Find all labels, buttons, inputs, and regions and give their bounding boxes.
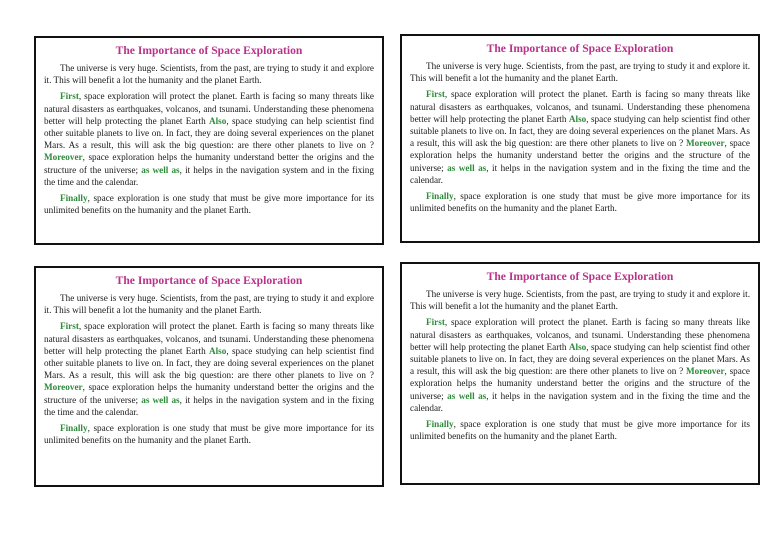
connector-first: First bbox=[60, 91, 79, 102]
connector-first: First bbox=[60, 321, 79, 332]
conclusion-paragraph bbox=[44, 192, 374, 216]
intro-paragraph: The universe is very huge. Scientists, from the past, are trying to study it and explore it. This will benefit a lot the humanity and the planet Earth. bbox=[410, 61, 750, 84]
intro-paragraph: The universe is very huge. Scientists, from the past, are trying to study it and explore it. This will benefit a lot the humanity and the planet Earth. bbox=[44, 63, 374, 86]
connector-moreover: Moreover bbox=[685, 138, 725, 149]
body-text: , it helps in the navigation system and in the fixing the time and the calendar. bbox=[44, 394, 374, 417]
body-text: , space exploration will protect the planet. Earth is facing so many threats like natural disasters as earthquakes, volcanos, and tsunami. Understanding these phenomena better will help protecting the planet Earth bbox=[410, 317, 750, 352]
connector-finally: Finally bbox=[426, 191, 454, 202]
conclusion-paragraph bbox=[410, 418, 750, 442]
body-text: , space studying can help scientist find other suitable planets to live on. In fact, they are doing several experiences on the planet Mars. As a result, this will ask the big question: are there other planets to live on ? bbox=[44, 345, 375, 381]
conclusion-paragraph bbox=[44, 422, 374, 446]
essay-card-bottom-left bbox=[34, 266, 384, 487]
body-text: , it helps in the navigation system and in the fixing the time and the calendar. bbox=[410, 390, 750, 413]
body-text: , space studying can help scientist find other suitable planets to live on. In fact, they are doing several experiences on the planet Mars. As a result, this will ask the big question: are there other planets to live on ? bbox=[44, 115, 375, 151]
connector-finally: Finally bbox=[60, 423, 88, 434]
connector-finally: Finally bbox=[60, 193, 88, 204]
connector-finally: Finally bbox=[426, 419, 454, 430]
body-paragraph bbox=[44, 320, 374, 418]
connector-as-well-as: as well as bbox=[447, 390, 487, 401]
essay-title: The Importance of Space Exploration bbox=[115, 274, 303, 287]
essay-card-bottom-right bbox=[400, 262, 760, 485]
connector-as-well-as: as well as bbox=[141, 164, 180, 175]
connector-also: Also bbox=[568, 113, 587, 124]
body-text: , space exploration is one study that must be give more importance for its unlimited benefits on the humanity and the planet Earth. bbox=[410, 419, 750, 442]
connector-as-well-as: as well as bbox=[447, 162, 487, 173]
connector-moreover: Moreover bbox=[44, 382, 83, 393]
intro-paragraph: The universe is very huge. Scientists, from the past, are trying to study it and explore it. This will benefit a lot the humanity and the planet Earth. bbox=[410, 289, 750, 312]
connector-first: First bbox=[426, 317, 445, 328]
body-text: , space exploration helps the humanity understand better the origins and the structure of the universe; bbox=[410, 138, 750, 173]
body-text: , space exploration is one study that must be give more importance for its unlimited benefits on the humanity and the planet Earth. bbox=[410, 191, 750, 214]
connector-as-well-as: as well as bbox=[141, 394, 180, 405]
body-text: , space studying can help scientist find other suitable planets to live on. In fact, they are doing several experiences on the planet Mars. As a result, this will ask the big question: are there other planets to live on ? bbox=[410, 341, 750, 377]
body-text: , space exploration is one study that must be give more importance for its unlimited benefits on the humanity and the planet Earth. bbox=[44, 193, 374, 216]
connector-first: First bbox=[426, 89, 445, 100]
body-text: , space exploration will protect the planet. Earth is facing so many threats like natural disasters as earthquakes, volcanos, and tsunami. Understanding these phenomena better will help protecting the planet Earth bbox=[44, 321, 374, 356]
connector-also: Also bbox=[208, 345, 227, 356]
body-text: , it helps in the navigation system and in the fixing the time and the calendar. bbox=[410, 162, 750, 185]
intro-paragraph: The universe is very huge. Scientists, from the past, are trying to study it and explore it. This will benefit a lot the humanity and the planet Earth. bbox=[44, 293, 374, 316]
body-text: , space studying can help scientist find other suitable planets to live on. In fact, they are doing several experiences on the planet Mars. As a result, this will ask the big question: are there other planets to live on ? bbox=[410, 113, 750, 149]
body-text: , space exploration will protect the planet. Earth is facing so many threats like natural disasters as earthquakes, volcanos, and tsunami. Understanding these phenomena better will help protecting the planet Earth bbox=[410, 89, 750, 124]
connector-moreover: Moreover bbox=[44, 152, 83, 163]
body-paragraph bbox=[410, 88, 750, 186]
essay-card-top-left bbox=[34, 36, 384, 245]
essay-title: The Importance of Space Exploration bbox=[115, 44, 303, 57]
essay-title: The Importance of Space Exploration bbox=[486, 270, 674, 283]
body-text: , space exploration helps the humanity understand better the origins and the structure of the universe; bbox=[410, 366, 750, 401]
connector-also: Also bbox=[208, 115, 227, 126]
conclusion-paragraph bbox=[410, 190, 750, 214]
body-paragraph bbox=[44, 90, 374, 188]
body-text: , space exploration is one study that must be give more importance for its unlimited benefits on the humanity and the planet Earth. bbox=[44, 423, 374, 446]
essay-card-top-right bbox=[400, 34, 760, 243]
body-text: , it helps in the navigation system and in the fixing the time and the calendar. bbox=[44, 164, 374, 187]
connector-also: Also bbox=[568, 341, 587, 352]
body-text: , space exploration helps the humanity understand better the origins and the structure of the universe; bbox=[44, 382, 374, 405]
body-paragraph bbox=[410, 316, 750, 414]
essay-title: The Importance of Space Exploration bbox=[486, 42, 674, 55]
connector-moreover: Moreover bbox=[685, 366, 725, 377]
body-text: , space exploration will protect the planet. Earth is facing so many threats like natural disasters as earthquakes, volcanos, and tsunami. Understanding these phenomena better will help protecting the planet Earth bbox=[44, 91, 374, 126]
body-text: , space exploration helps the humanity understand better the origins and the structure of the universe; bbox=[44, 152, 374, 175]
